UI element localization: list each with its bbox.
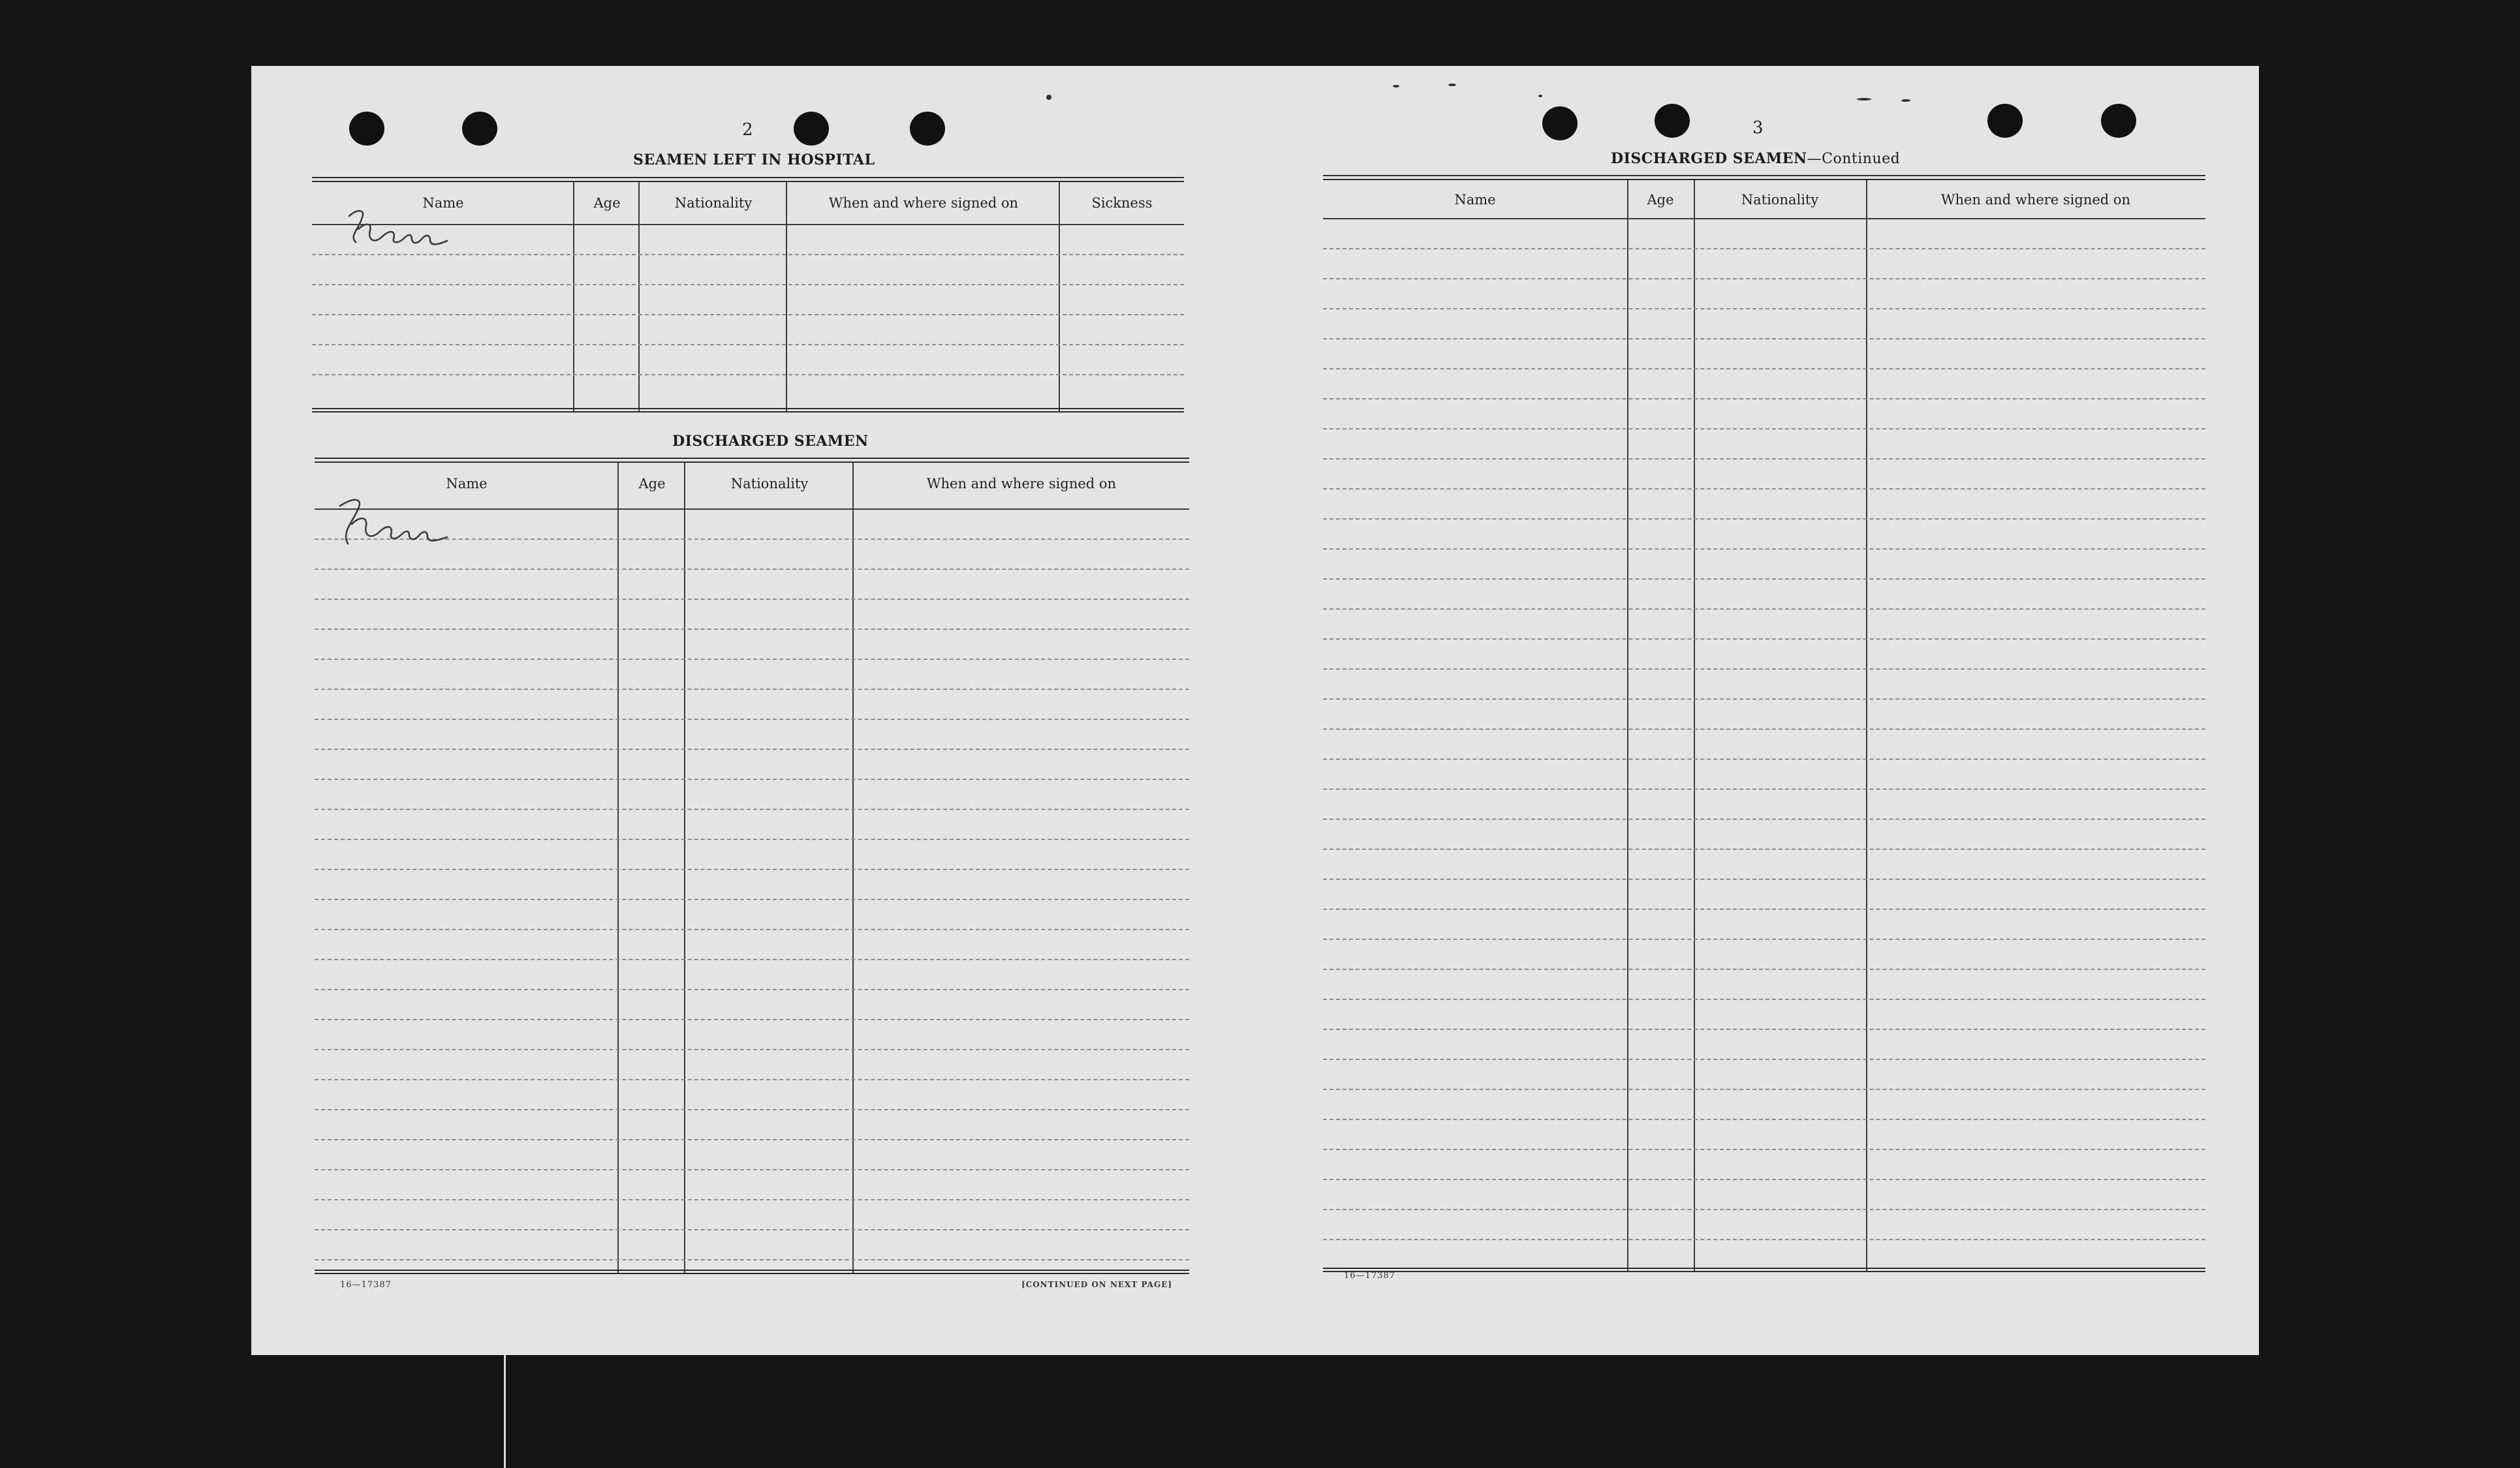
row-line [1323, 758, 2205, 760]
column-header-name: Name [1454, 192, 1496, 208]
row-line [1323, 608, 2205, 610]
column-divider [852, 463, 854, 1273]
row-line [1323, 1059, 2205, 1060]
column-header-name: Name [422, 195, 464, 211]
column-divider [1866, 180, 1867, 1272]
handwritten-none-entry [326, 494, 482, 566]
row-line [312, 284, 1184, 285]
row-line [1323, 999, 2205, 1000]
continued-note: [CONTINUED ON NEXT PAGE] [1021, 1280, 1173, 1289]
discharged-continued-table [1323, 175, 2205, 1339]
row-line [315, 719, 1189, 720]
row-line [315, 869, 1189, 870]
column-header-sickness: Sickness [1091, 195, 1153, 211]
row-line [1323, 368, 2205, 369]
punch-hole [349, 112, 384, 146]
row-line [1323, 819, 2205, 820]
left-form-code: 16—17387 [340, 1280, 392, 1290]
speck [1857, 98, 1871, 101]
row-line [315, 1049, 1189, 1050]
row-line [1323, 789, 2205, 790]
row-line [1323, 398, 2205, 399]
column-divider [573, 182, 574, 412]
table-top-rule [1323, 175, 2205, 180]
column-header-signed-on: When and where signed on [828, 195, 1019, 211]
right-page-number: 3 [1752, 118, 1764, 138]
punch-hole [1987, 104, 2023, 138]
speck [1448, 84, 1456, 86]
handwritten-none-entry [336, 203, 480, 262]
row-line [1323, 1239, 2205, 1240]
row-line [1323, 698, 2205, 700]
row-line [1323, 428, 2205, 429]
table-top-rule [315, 458, 1189, 463]
row-line [1323, 248, 2205, 249]
column-header-signed-on: When and where signed on [1940, 192, 2131, 208]
row-line [1323, 849, 2205, 850]
row-line [315, 779, 1189, 780]
row-line [1323, 488, 2205, 490]
row-line [315, 1019, 1189, 1020]
form-sheet [251, 66, 2259, 1355]
speck [1901, 99, 1910, 102]
row-line [315, 989, 1189, 990]
header-rule [1323, 218, 2205, 219]
punch-hole [2101, 104, 2136, 138]
column-divider [684, 463, 685, 1273]
left-page-number: 2 [742, 120, 753, 140]
row-line [315, 749, 1189, 750]
right-form-code: 16—17387 [1344, 1271, 1395, 1281]
row-line [1323, 278, 2205, 279]
row-line [1323, 1209, 2205, 1210]
column-header-nationality: Nationality [1741, 192, 1819, 208]
table-bottom-rule [315, 1270, 1189, 1274]
row-line [1323, 1119, 2205, 1120]
column-divider [617, 463, 619, 1273]
row-line [312, 314, 1184, 315]
speck [1046, 95, 1051, 100]
row-line [1323, 668, 2205, 670]
row-line [1323, 969, 2205, 970]
punch-hole [910, 112, 945, 146]
row-line [1323, 518, 2205, 520]
row-line [315, 959, 1189, 960]
row-line [315, 629, 1189, 630]
row-line [315, 1109, 1189, 1110]
table-top-rule [312, 177, 1184, 182]
discharged-table [315, 458, 1189, 1357]
punch-hole [1542, 106, 1578, 140]
row-line [315, 809, 1189, 810]
row-line [315, 569, 1189, 570]
row-line [1323, 458, 2205, 460]
punch-hole [462, 112, 497, 146]
column-header-nationality: Nationality [674, 195, 753, 211]
row-line [1323, 578, 2205, 580]
row-line [315, 899, 1189, 900]
row-line [1323, 1149, 2205, 1150]
row-line [1323, 879, 2205, 880]
row-line [1323, 1089, 2205, 1090]
row-line [315, 1199, 1189, 1200]
right-section-title [1611, 150, 1900, 167]
table-bottom-rule [1323, 1268, 2205, 1272]
film-scratch [504, 1355, 506, 1468]
column-divider [1627, 180, 1628, 1272]
speck [1393, 85, 1399, 87]
speck [1538, 95, 1542, 97]
row-line [315, 1169, 1189, 1170]
row-line [1323, 638, 2205, 640]
row-line [315, 1139, 1189, 1140]
column-header-age: Age [1647, 192, 1674, 208]
row-line [1323, 1029, 2205, 1030]
row-line [1323, 338, 2205, 339]
table-bottom-rule [312, 408, 1184, 413]
row-line [1323, 308, 2205, 309]
row-line [315, 1259, 1189, 1260]
right-section-title-main: DISCHARGED SEAMEN [1611, 150, 1807, 167]
row-line [315, 689, 1189, 690]
row-line [1323, 939, 2205, 940]
row-line [315, 1079, 1189, 1080]
punch-hole [1655, 104, 1690, 138]
row-line [1323, 548, 2205, 550]
column-header-name: Name [446, 476, 488, 492]
column-header-nationality: Nationality [730, 476, 809, 492]
row-line [1323, 728, 2205, 730]
column-header-age: Age [593, 195, 621, 211]
row-line [315, 659, 1189, 660]
discharged-section-title: DISCHARGED SEAMEN [672, 433, 869, 450]
row-line [315, 599, 1189, 600]
column-divider [786, 182, 787, 412]
right-section-title-suffix: —Continued [1807, 151, 1901, 167]
column-header-signed-on: When and where signed on [926, 476, 1117, 492]
column-header-age: Age [638, 476, 666, 492]
row-line [315, 839, 1189, 840]
row-line [312, 374, 1184, 375]
punch-hole [794, 112, 829, 146]
column-divider [1694, 180, 1695, 1272]
row-line [1323, 1179, 2205, 1180]
row-line [315, 1229, 1189, 1230]
row-line [315, 929, 1189, 930]
column-divider [638, 182, 640, 412]
hospital-section-title: SEAMEN LEFT IN HOSPITAL [633, 151, 875, 168]
row-line [1323, 909, 2205, 910]
column-divider [1059, 182, 1060, 412]
row-line [312, 344, 1184, 345]
